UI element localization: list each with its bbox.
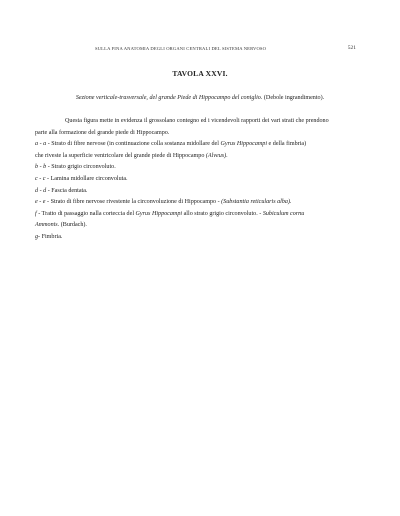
legend-item-g bbox=[35, 232, 367, 244]
page-number: 521 bbox=[347, 45, 356, 51]
legend-item-a bbox=[35, 139, 367, 162]
legend-a-italic-1: Gyrus Hippocampi bbox=[220, 141, 268, 148]
legend-g-label: g bbox=[35, 233, 39, 240]
legend-a-label: a - a bbox=[35, 141, 47, 148]
legend-item-c bbox=[35, 174, 367, 186]
intro-paragraph bbox=[35, 116, 367, 128]
legend-a-line-1 bbox=[35, 139, 367, 151]
legend-a-text-3: che riveste la superficie ventricolare del grande piede di Hippocampo bbox=[35, 152, 206, 159]
legend-f-italic-2: Subiculum cornu bbox=[262, 210, 305, 217]
legend-item-f bbox=[35, 209, 367, 232]
legend-f-italic-3: Ammonis bbox=[35, 222, 58, 229]
legend-item-e bbox=[35, 197, 367, 209]
legend-f-text-2: allo strato grigio circonvoluto. - bbox=[182, 210, 263, 217]
intro-line-1: Questa figura mette in evidenza il grossolano contegno ed i vicendevoli rapporti dei vari strati che prendono bbox=[65, 118, 329, 124]
legend-c-line bbox=[35, 174, 367, 186]
legend-d-text: - Fascia dentata. bbox=[46, 187, 88, 194]
legend-a-text-2: e della fimbria) bbox=[267, 141, 307, 148]
legend-f-line-1 bbox=[35, 209, 367, 221]
legend-c-label: c - c bbox=[35, 175, 46, 182]
running-head: SULLA FINA ANATOMIA DEGLI ORGANI CENTRALI DEL SISTEMA NERVOSO bbox=[95, 46, 267, 51]
plate-title: TAVOLA XXVI. bbox=[172, 69, 228, 78]
caption-italic: Sezione verticale-trasversale, del grande Piede di Hippocampo del coniglio. bbox=[75, 95, 263, 101]
legend-f-line-2 bbox=[35, 220, 367, 232]
legend-b-text: - Strato grigio circonvoluto. bbox=[46, 164, 116, 171]
intro-line-2: parte alla formazione del grande piede di Hippocampo. bbox=[35, 129, 170, 136]
legend-b-label: b - b bbox=[35, 164, 47, 171]
legend-a-line-2 bbox=[35, 151, 367, 163]
legend-b-line bbox=[35, 162, 367, 174]
legend-e-label: e - e bbox=[35, 199, 46, 206]
legend-f-italic-1: Gyrus Hippocampi bbox=[135, 210, 183, 217]
caption-note: (Debole ingrandimento). bbox=[262, 95, 325, 101]
legend-d-line bbox=[35, 186, 367, 198]
intro-paragraph-cont bbox=[35, 128, 367, 140]
legend-c-text: - Lamina midollare circonvoluta. bbox=[45, 175, 128, 182]
legend-a-italic-2: (Alveus). bbox=[205, 152, 228, 159]
plate-caption bbox=[0, 95, 400, 101]
legend-item-d bbox=[35, 186, 367, 198]
legend-e-line bbox=[35, 197, 367, 209]
legend-e-italic: (Substantia reticularis alba). bbox=[221, 199, 292, 206]
legend-f-text-3: . (Burdach). bbox=[57, 222, 87, 229]
legend-item-b bbox=[35, 162, 367, 174]
legend-f-text-1: - Tratto di passaggio nalla corteccia del bbox=[36, 210, 136, 217]
legend-g-line bbox=[35, 232, 367, 244]
legend-d-label: d - d bbox=[35, 187, 47, 194]
body-text bbox=[35, 116, 367, 244]
legend-g-text: - Fimbria. bbox=[38, 233, 63, 240]
legend-a-text-1: - Strato di fibre nervose (in continuazione colla sostanza midollare del bbox=[46, 141, 221, 148]
legend-f-label: f bbox=[35, 210, 37, 217]
legend-e-text: - Strato di fibre nervose rivestente la circonvoluzione di Hippocampo - bbox=[45, 199, 222, 206]
